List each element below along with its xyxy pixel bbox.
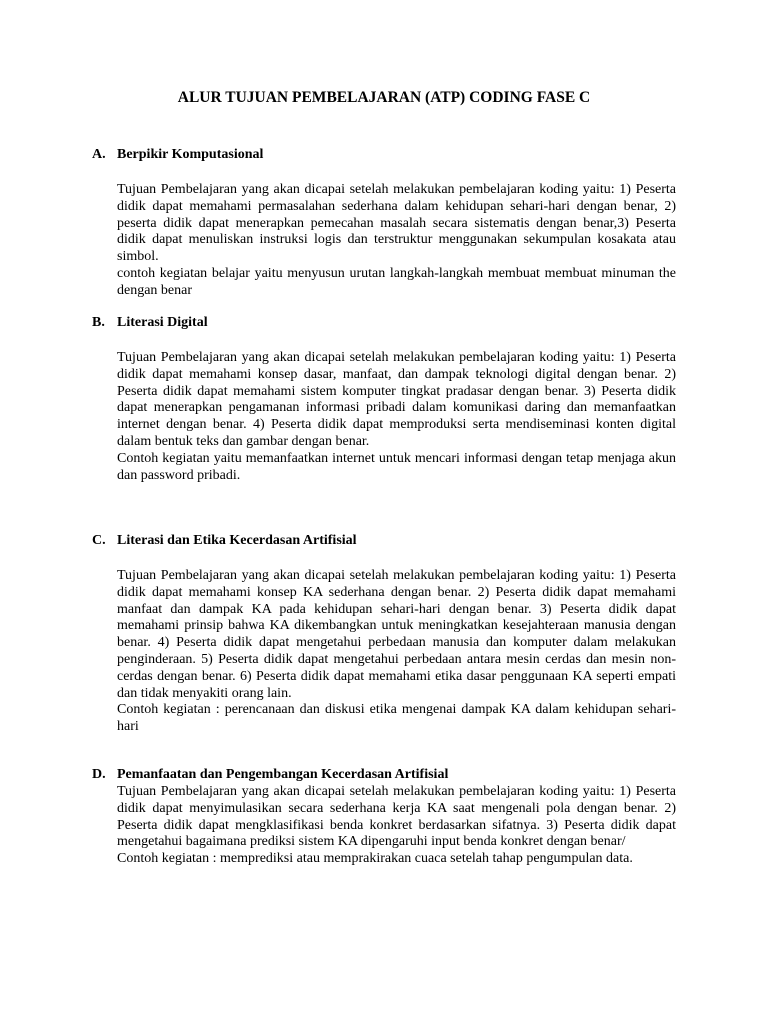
section-literasi-etika-ka	[92, 532, 676, 736]
section-heading	[92, 146, 676, 164]
section-berpikir-komputasional	[92, 146, 676, 300]
section-body	[117, 182, 676, 300]
paragraph-objectives: Tujuan Pembelajaran yang akan dicapai setelah melakukan pembelajaran koding yaitu: 1) Peserta didik dapat menyimulasikan secara sederhana kerja KA saat mengenali pola dengan benar. 2) Peserta didik dapat mengklasifikasi benda konkret berdasarkan sifatnya. 3) Peserta didik dapat mengetahui bagaimana prediksi sistem KA dipengaruhi input benda konkret dengan benar/	[117, 784, 676, 850]
paragraph-objectives: Tujuan Pembelajaran yang akan dicapai setelah melakukan pembelajaran koding yaitu: 1) Peserta didik dapat memahami permasalahan sederhana dalam kehidupan sehari-hari dengan benar, 2) peserta didik dapat menerapkan pemecahan masalah secara sistematis dengan benar,3) Peserta didik dapat menuliskan instruksi logis dan terstruktur menggunakan sekumpulan kosakata atau simbol.	[117, 182, 676, 265]
paragraph-example: contoh kegiatan belajar yaitu menyusun urutan langkah-langkah membuat membuat minuman the dengan benar	[117, 265, 676, 298]
paragraph-example: Contoh kegiatan yaitu memanfaatkan internet untuk mencari informasi dengan tetap menjaga akun dan password pribadi.	[117, 450, 676, 483]
section-heading	[92, 314, 676, 332]
document-title: ALUR TUJUAN PEMBELAJARAN (ATP) CODING FASE C	[177, 89, 591, 106]
section-heading	[92, 766, 676, 784]
section-body	[117, 784, 676, 868]
section-title: Literasi dan Etika Kecerdasan Artifisial	[117, 533, 357, 548]
section-title: Literasi Digital	[117, 315, 208, 330]
section-letter: B.	[92, 315, 105, 330]
section-literasi-digital	[92, 314, 676, 484]
paragraph-example: Contoh kegiatan : memprediksi atau memprakirakan cuaca setelah tahap pengumpulan data.	[117, 851, 633, 867]
section-letter: C.	[92, 533, 106, 548]
section-letter: D.	[92, 767, 106, 782]
section-letter: A.	[92, 147, 106, 162]
section-body	[117, 350, 676, 484]
paragraph-objectives: Tujuan Pembelajaran yang akan dicapai setelah melakukan pembelajaran koding yaitu: 1) Peserta didik dapat memahami konsep KA sederhana dengan benar. 2) Peserta didik dapat memahami manfaat dan dampak KA pada kehidupan sehari-hari dengan benar. 3) Peserta didik dapat memahami prinsip bahwa KA dikembangkan untuk meningkatkan kesejahteraan manusia dengan benar. 4) Peserta didik dapat mengetahui perbedaan manusia dan komputer dalam melakukan penginderaan. 5) Peserta didik dapat mengetahui perbedaan antara mesin cerdas dan mesin non-cerdas dengan benar. 6) Peserta didik dapat memahami etika dasar penggunaan KA seperti empati dan tidak menyakiti orang lain.	[117, 568, 676, 701]
section-title: Berpikir Komputasional	[117, 147, 264, 162]
section-pemanfaatan-ka	[92, 766, 676, 868]
paragraph-example: Contoh kegiatan : perencanaan dan diskusi etika mengenai dampak KA dalam kehidupan sehari-hari	[117, 702, 676, 735]
section-heading	[92, 532, 676, 550]
paragraph-objectives: Tujuan Pembelajaran yang akan dicapai setelah melakukan pembelajaran koding yaitu: 1) Peserta didik dapat memahami konsep dasar, manfaat, dan dampak teknologi digital dengan benar. 2) Peserta didik dapat memahami sistem komputer tingkat pradasar dengan benar. 3) Peserta didik dapat menerapkan pengamanan informasi pribadi dalam komunikasi daring dan memanfaatkan internet dengan benar. 4) Peserta didik dapat memproduksi serta mendiseminasi konten digital dalam bentuk teks dan gambar dengan benar.	[117, 350, 676, 449]
section-body	[117, 568, 676, 736]
section-title: Pemanfaatan dan Pengembangan Kecerdasan Artifisial	[117, 767, 449, 782]
